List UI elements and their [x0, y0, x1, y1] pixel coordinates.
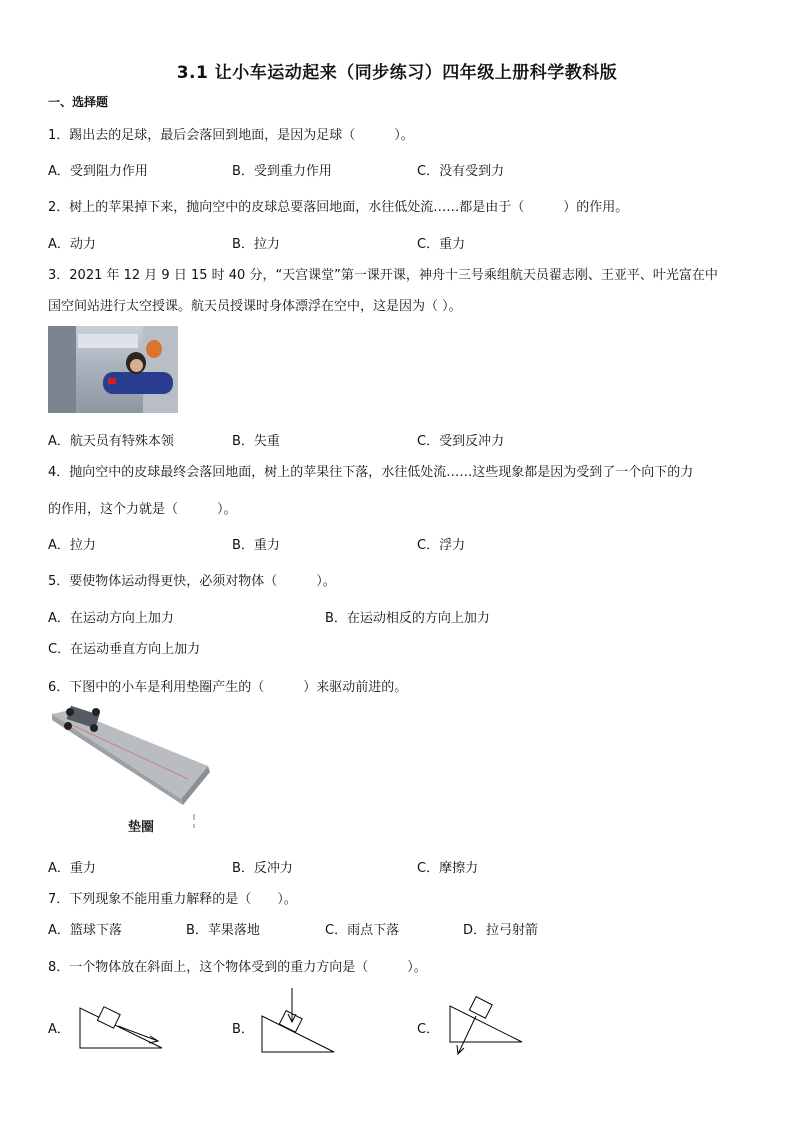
incline-diagram-c [446, 996, 526, 1058]
incline-diagram-a [78, 1000, 168, 1052]
question-2-option-a[interactable]: A．动力 [48, 237, 96, 252]
question-4-stem-line-1: 4．抛向空中的皮球最终会落回地面，树上的苹果往下落，水往低处流……这些现象都是因为受到了一个向下的力 [48, 465, 694, 480]
question-4-option-a[interactable]: A．拉力 [48, 538, 96, 553]
question-7-stem: 7．下列现象不能用重力解释的是（ ）。 [48, 892, 297, 907]
question-5-option-a[interactable]: A．在运动方向上加力 [48, 611, 174, 626]
question-1-option-b[interactable]: B．受到重力作用 [232, 164, 332, 179]
question-1-option-a[interactable]: A．受到阻力作用 [48, 164, 148, 179]
page-title: 3.1 让小车运动起来（同步练习）四年级上册科学教科版 [176, 63, 618, 83]
question-5-option-c[interactable]: C．在运动垂直方向上加力 [48, 642, 201, 657]
question-6-stem: 6．下图中的小车是利用垫圈产生的（ ）来驱动前进的。 [48, 680, 408, 695]
question-2-option-b[interactable]: B．拉力 [232, 237, 280, 252]
question-8-option-c[interactable]: C． [417, 1022, 440, 1037]
question-7-option-c[interactable]: C．雨点下落 [325, 923, 400, 938]
question-7-option-d[interactable]: D．拉弓射箭 [463, 923, 539, 938]
washer-caption: 垫圈 [128, 820, 155, 835]
astronaut-photo [48, 326, 178, 413]
question-6-option-c[interactable]: C．摩擦力 [417, 861, 479, 876]
question-5-option-b[interactable]: B．在运动相反的方向上加力 [325, 611, 490, 626]
question-4-option-b[interactable]: B．重力 [232, 538, 280, 553]
question-3-stem-line-2: 国空间站进行太空授课。航天员授课时身体漂浮在空中，这是因为（ ）。 [48, 299, 462, 314]
question-1-option-c[interactable]: C．没有受到力 [417, 164, 505, 179]
question-6-option-b[interactable]: B．反冲力 [232, 861, 293, 876]
question-7-option-a[interactable]: A．篮球下落 [48, 923, 122, 938]
incline-diagram-b [258, 986, 338, 1056]
question-8-option-b[interactable]: B． [232, 1022, 254, 1037]
question-3-stem-line-1: 3．2021 年 12 月 9 日 15 时 40 分，“天宫课堂”第一课开课，神舟十三号乘组航天员翟志刚、王亚平、叶光富在中 [48, 268, 718, 283]
question-4-stem-line-2: 的作用，这个力就是（ ）。 [48, 502, 237, 517]
washer-car-image [48, 704, 213, 844]
question-2-stem: 2．树上的苹果掉下来，抛向空中的皮球总要落回地面，水往低处流……都是由于（ ）的作用。 [48, 200, 629, 215]
question-4-option-c[interactable]: C．浮力 [417, 538, 466, 553]
question-3-option-a[interactable]: A．航天员有特殊本领 [48, 434, 174, 449]
question-7-option-b[interactable]: B．苹果落地 [186, 923, 260, 938]
question-2-option-c[interactable]: C．重力 [417, 237, 466, 252]
question-6-option-a[interactable]: A．重力 [48, 861, 96, 876]
question-3-option-b[interactable]: B．失重 [232, 434, 280, 449]
question-8-stem: 8．一个物体放在斜面上，这个物体受到的重力方向是（ ）。 [48, 960, 427, 975]
question-1-stem: 1．踢出去的足球，最后会落回到地面，是因为足球（ ）。 [48, 128, 414, 143]
question-8-option-a[interactable]: A． [48, 1022, 70, 1037]
question-5-stem: 5．要使物体运动得更快，必须对物体（ ）。 [48, 574, 336, 589]
question-3-option-c[interactable]: C．受到反冲力 [417, 434, 505, 449]
section-heading: 一、选择题 [48, 95, 109, 109]
